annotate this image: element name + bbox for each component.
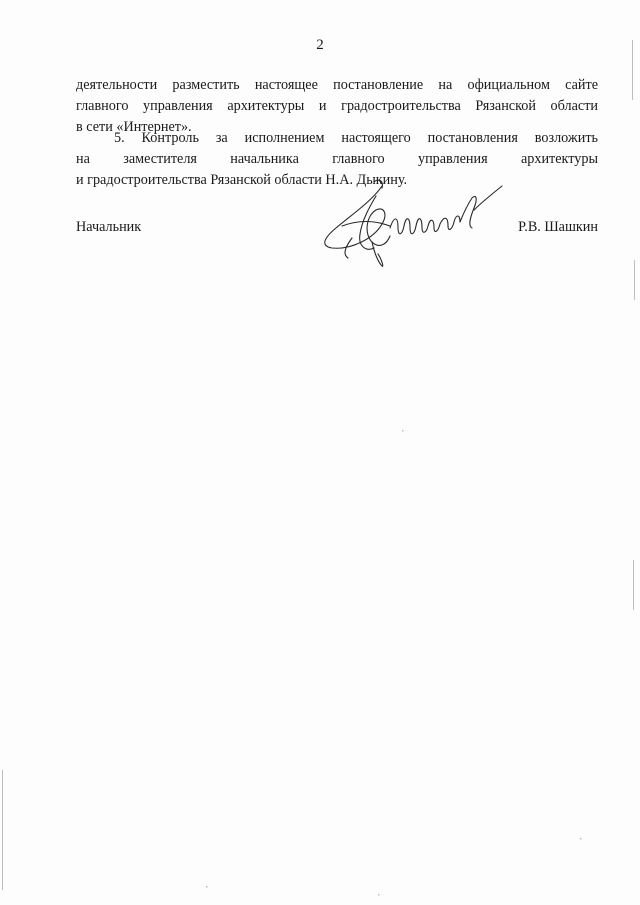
handwritten-signature: [312, 176, 522, 276]
page-number: 2: [316, 37, 324, 53]
text-line: главного управления архитектуры и градостроительства Рязанской области: [76, 98, 598, 114]
signer-position-title: Начальник: [76, 219, 142, 235]
text-line: деятельности разместить настоящее постановление на официальном сайте: [76, 77, 598, 93]
text-line: 5. Контроль за исполнением настоящего постановления возложить: [114, 130, 598, 146]
text-line: в сети «Интернет».: [76, 119, 192, 135]
text-line: на заместителя начальника главного управления архитектуры: [76, 151, 598, 167]
text-line: и градостроительства Рязанской области Н.А. Дыкину.: [76, 172, 408, 188]
signer-name: Р.В. Шашкин: [518, 219, 598, 235]
